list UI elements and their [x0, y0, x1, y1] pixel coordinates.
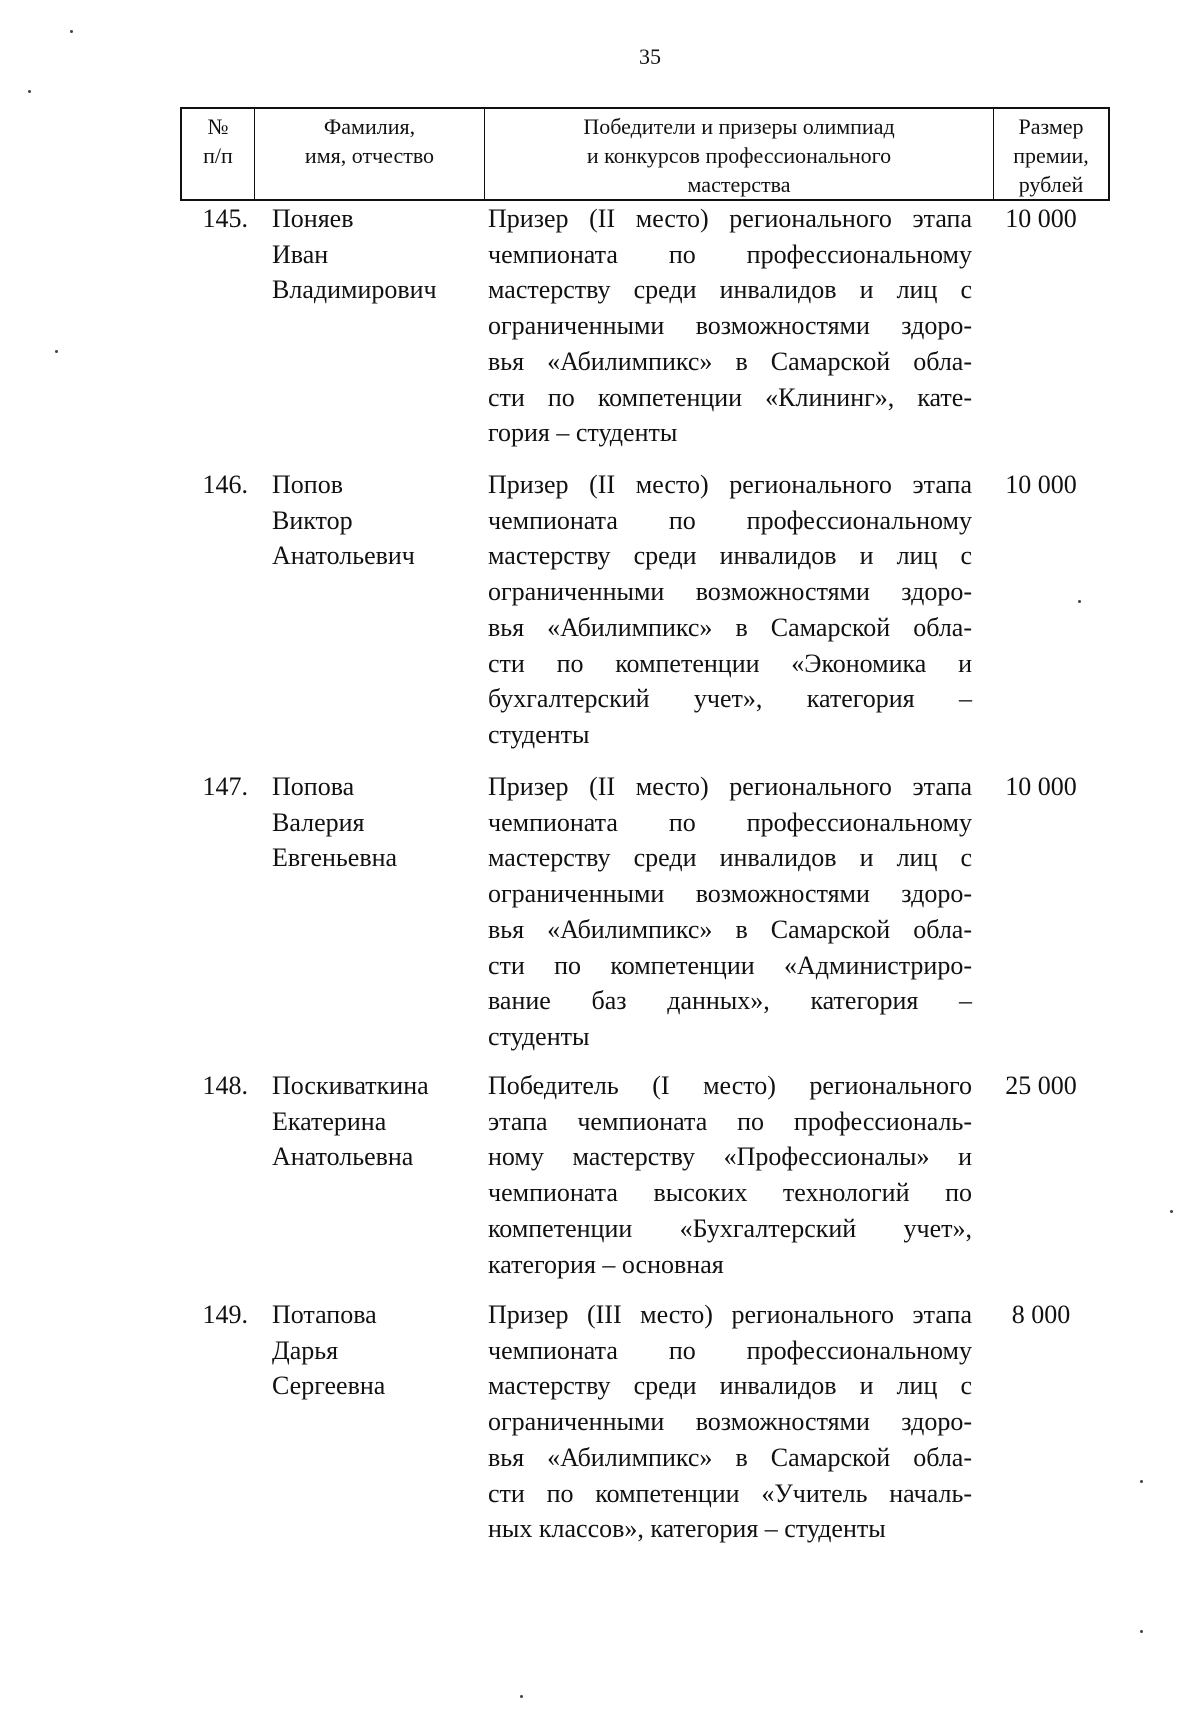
- scan-speck: [1170, 1210, 1173, 1213]
- table-row: [180, 1068, 1110, 1282]
- description-line: Призер (III место) регионального этапа: [488, 1300, 972, 1329]
- header-name: Фамилия, имя, отчество: [254, 109, 484, 199]
- page-number: 35: [639, 44, 661, 69]
- description-line: ограниченными возможностями здоро-: [488, 577, 972, 607]
- scan-speck: [55, 350, 58, 353]
- table-row: [180, 1297, 1110, 1547]
- description-line: мастерству среди инвалидов и лиц с: [488, 541, 972, 571]
- table-row: [180, 467, 1110, 753]
- header-num: № п/п: [203, 114, 233, 168]
- description-line: вья «Абилимпикс» в Самарской обла-: [488, 1442, 972, 1472]
- description-line: этапа чемпионата по профессиональ-: [488, 1106, 972, 1136]
- row-number: 148.: [202, 1071, 248, 1100]
- description-line: категория – основная: [488, 1249, 724, 1279]
- description-line: мастерству среди инвалидов и лиц с: [488, 275, 972, 305]
- table-header: [180, 107, 1110, 201]
- description-line: сти по компетенции «Учитель началь-: [488, 1478, 972, 1508]
- description-line: вья «Абилимпикс» в Самарской обла-: [488, 346, 972, 376]
- row-number: 147.: [202, 772, 248, 801]
- description-line: вья «Абилимпикс» в Самарской обла-: [488, 612, 972, 642]
- description-line: сти по компетенции «Экономика и: [488, 648, 972, 678]
- row-full-name: Поняев Иван Владимирович: [272, 204, 437, 305]
- scan-speck: [1140, 1630, 1143, 1633]
- description-line: ному мастерству «Профессионалы» и: [488, 1142, 972, 1172]
- description-line: вание баз данных», категория –: [488, 986, 972, 1016]
- row-full-name: Поскиваткина Екатерина Анатольевна: [272, 1071, 429, 1172]
- description-line: чемпионата по профессиональному: [488, 505, 972, 535]
- row-prize: 25 000: [1005, 1071, 1077, 1100]
- row-description: [488, 769, 972, 1055]
- scan-speck: [70, 30, 73, 33]
- description-line: Призер (II место) регионального этапа: [488, 772, 972, 801]
- description-line: мастерству среди инвалидов и лиц с: [488, 843, 972, 873]
- description-line: чемпионата высоких технологий по: [488, 1178, 972, 1208]
- description-line: чемпионата по профессиональному: [488, 1335, 972, 1365]
- row-description: [488, 467, 972, 753]
- description-line: чемпионата по профессиональному: [488, 239, 972, 269]
- row-description: [488, 1068, 972, 1282]
- row-full-name: Попова Валерия Евгеньевна: [272, 772, 398, 873]
- row-prize: 10 000: [1005, 204, 1077, 233]
- table-row: [180, 201, 1110, 451]
- description-line: Призер (II место) регионального этапа: [488, 470, 972, 499]
- row-description: [488, 1297, 972, 1547]
- description-line: Победитель (I место) регионального: [488, 1071, 972, 1100]
- scan-speck: [1078, 600, 1081, 603]
- row-full-name: Потапова Дарья Сергеевна: [272, 1300, 386, 1401]
- description-line: студенты: [488, 1021, 590, 1051]
- row-description: [488, 201, 972, 451]
- description-line: ограниченными возможностями здоро-: [488, 311, 972, 341]
- header-description: Победители и призеры олимпиад и конкурсов профессионального мастерства: [484, 109, 993, 199]
- row-number: 149.: [202, 1300, 248, 1329]
- description-line: ограниченными возможностями здоро-: [488, 879, 972, 909]
- description-line: ных классов», категория – студенты: [488, 1514, 886, 1544]
- description-line: студенты: [488, 719, 590, 749]
- scan-speck: [28, 90, 31, 93]
- row-prize: 10 000: [1005, 772, 1077, 801]
- row-number: 146.: [202, 470, 248, 499]
- row-prize: 10 000: [1005, 470, 1077, 499]
- row-prize: 8 000: [1011, 1300, 1071, 1329]
- description-line: мастерству среди инвалидов и лиц с: [488, 1371, 972, 1401]
- header-prize: Размер премии, рублей: [993, 109, 1108, 199]
- description-line: сти по компетенции «Клининг», кате-: [488, 382, 972, 412]
- row-number: 145.: [202, 204, 248, 233]
- description-line: бухгалтерский учет», категория –: [488, 684, 972, 714]
- description-line: Призер (II место) регионального этапа: [488, 204, 972, 233]
- description-line: ограниченными возможностями здоро-: [488, 1407, 972, 1437]
- row-full-name: Попов Виктор Анатольевич: [272, 470, 415, 571]
- description-line: чемпионата по профессиональному: [488, 807, 972, 837]
- description-line: вья «Абилимпикс» в Самарской обла-: [488, 914, 972, 944]
- scan-speck: [520, 1695, 523, 1698]
- description-line: гория – студенты: [488, 418, 678, 448]
- table-row: [180, 769, 1110, 1055]
- description-line: сти по компетенции «Администриро-: [488, 950, 972, 980]
- description-line: компетенции «Бухгалтерский учет»,: [488, 1213, 972, 1243]
- scan-speck: [1140, 1480, 1143, 1483]
